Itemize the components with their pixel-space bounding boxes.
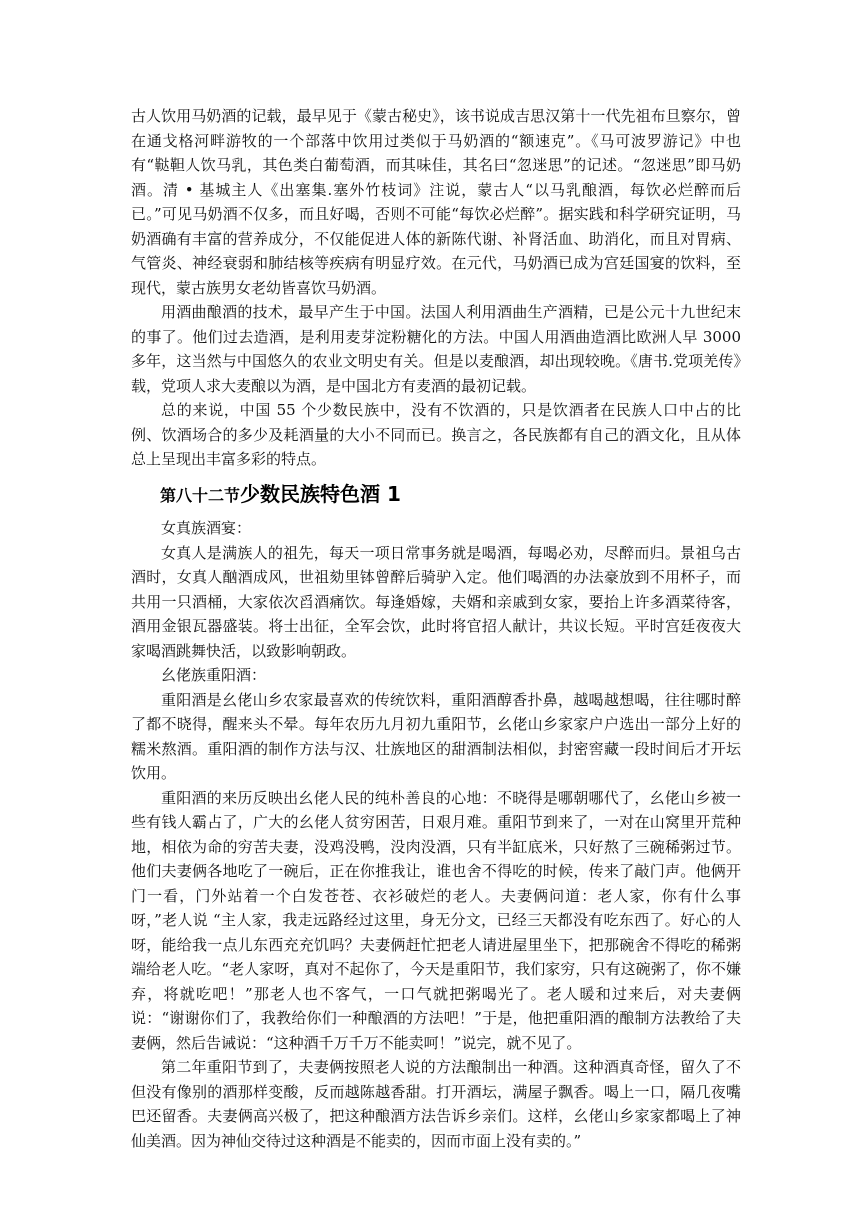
paragraph-chongyang-intro: 重阳酒是幺佬山乡农家最喜欢的传统饮料，重阳酒醇香扑鼻，越喝越想喝，往往哪时醉了都不晓得，醒来头不晕。每年农历九月初九重阳节，幺佬山乡家家户户选出一部分上好的糯米熬酒。重阳酒的制作方法与汉、壮族地区的甜酒制法相似，封密窖藏一段时间后才开坛饮用。 [131,690,741,782]
paragraph-mare-milk-wine: 古人饮用马奶酒的记载，最早见于《蒙古秘史》，该书说成吉思汉第十一代先祖布旦察尔，曾在通戈格河畔游牧的一个部落中饮用过类似于马奶酒的“额速克”。《马可波罗游记》中也有“鞑靼人饮马乳，其色类白葡萄酒，而其味佳，其名曰“忽迷思”的记述。“忽迷思”即马奶酒。清 • 基城主人《出塞集.塞外竹枝词》注说，蒙古人“以马乳酿酒，每饮必烂醉而后已。”可见马奶酒不仅多，而且好喝，否则不可能“每饮必烂醉”。据实践和科学研究证明，马奶酒确有丰富的营养成分，不仅能促进人体的新陈代谢、补肾活血、助消化，而且对胃病、气管炎、神经衰弱和肺结核等疾病有明显疗效。在元代，马奶酒已成为宫廷国宴的饮料，至现代，蒙古族男女老幼皆喜饮马奶酒。 [131,107,741,297]
subtitle-jurchen-banquet: 女真族酒宴： [161,519,252,537]
paragraph-chongyang-ending: 第二年重阳节到了，夫妻俩按照老人说的方法酿制出一种酒。这种酒真奇怪，留久了不但没有像别的酒那样变酸，反而越陈越香甜。打开酒坛，满屋子飘香。喝上一口，隔几夜嘴巴还留香。夫妻俩高兴极了，把这种酿酒方法告诉乡亲们。这样，幺佬山乡家家都喝上了神仙美酒。因为神仙交待过这种酒是不能卖的，因而市面上没有卖的。” [131,1058,741,1150]
section-title: 少数民族特色酒 1 [240,482,401,506]
ethnic-wine-section [131,516,741,1153]
paragraph-jurchen: 女真人是满族人的祖先，每天一项日常事务就是喝酒，每喝必劝，尽醉而归。景祖乌古酒时，女真人酗酒成风，世祖劾里钵曾醉后骑驴入定。他们喝酒的办法豪放到不用杯子，而共用一只酒桶，大家依次舀酒痛饮。每逢婚嫁，夫婿和亲戚到女家，要抬上许多酒菜待客，酒用金银瓦器盛装。将士出征，全军会饮，此时将官招人献计，共议长短。平时宫廷夜夜大家喝酒跳舞快活，以致影响朝政。 [131,543,741,660]
intro-section [131,104,741,472]
section-number: 第八十二节 [160,486,241,505]
paragraph-summary: 总的来说，中国 55 个少数民族中，没有不饮酒的，只是饮酒者在民族人口中占的比例、饮酒场合的多少及耗酒量的大小不同而已。换言之，各民族都有自己的酒文化，且从体总上呈现出丰富多彩的特点。 [131,401,741,468]
subtitle-mulao-chongyang: 幺佬族重阳酒： [161,666,267,684]
paragraph-koji-brewing: 用酒曲酿酒的技术，最早产生于中国。法国人利用酒曲生产酒精，已是公元十九世纪末的事了。他们过去造酒，是利用麦芽淀粉糖化的方法。中国人用酒曲造酒比欧洲人早 3000 多年，这当然与中国悠久的农业文明史有关。但是以麦酿酒，却出现较晚。《唐书.党项羌传》载，党项人求大麦酿以为酒，是中国北方有麦酒的最初记载。 [131,303,741,395]
paragraph-chongyang-legend: 重阳酒的来历反映出幺佬人民的纯朴善良的心地：不晓得是哪朝哪代了，幺佬山乡被一些有钱人霸占了，广大的幺佬人贫穷困苦，日艰月难。重阳节到来了，一对在山窝里开荒种地，相依为命的穷苦夫妻，没鸡没鸭，没肉没酒，只有半缸底米，只好熬了三碗稀粥过节。他们夫妻俩各地吃了一碗后，正在你推我让，谁也舍不得吃的时候，传来了敲门声。他俩开门一看，门外站着一个白发苍苍、衣衫破烂的老人。夫妻俩问道：老人家，你有什么事呀，”老人说 “主人家，我走远路经过这里，身无分文，已经三天都没有吃东西了。好心的人呀，能给我一点儿东西充充饥吗？夫妻俩赶忙把老人请进屋里坐下，把那碗舍不得吃的稀粥端给老人吃。“老人家呀，真对不起你了，今天是重阳节，我们家穷，只有这碗粥了，你不嫌弃，将就吃吧！”那老人也不客气，一口气就把粥喝光了。老人暖和过来后，对夫妻俩说：“谢谢你们了，我教给你们一种酿酒的方法吧！”于是，他把重阳酒的酿制方法教给了夫妻俩，然后告诫说：“这种酒千万千万不能卖呵！”说完，就不见了。 [131,788,741,1052]
section-heading [160,478,401,507]
